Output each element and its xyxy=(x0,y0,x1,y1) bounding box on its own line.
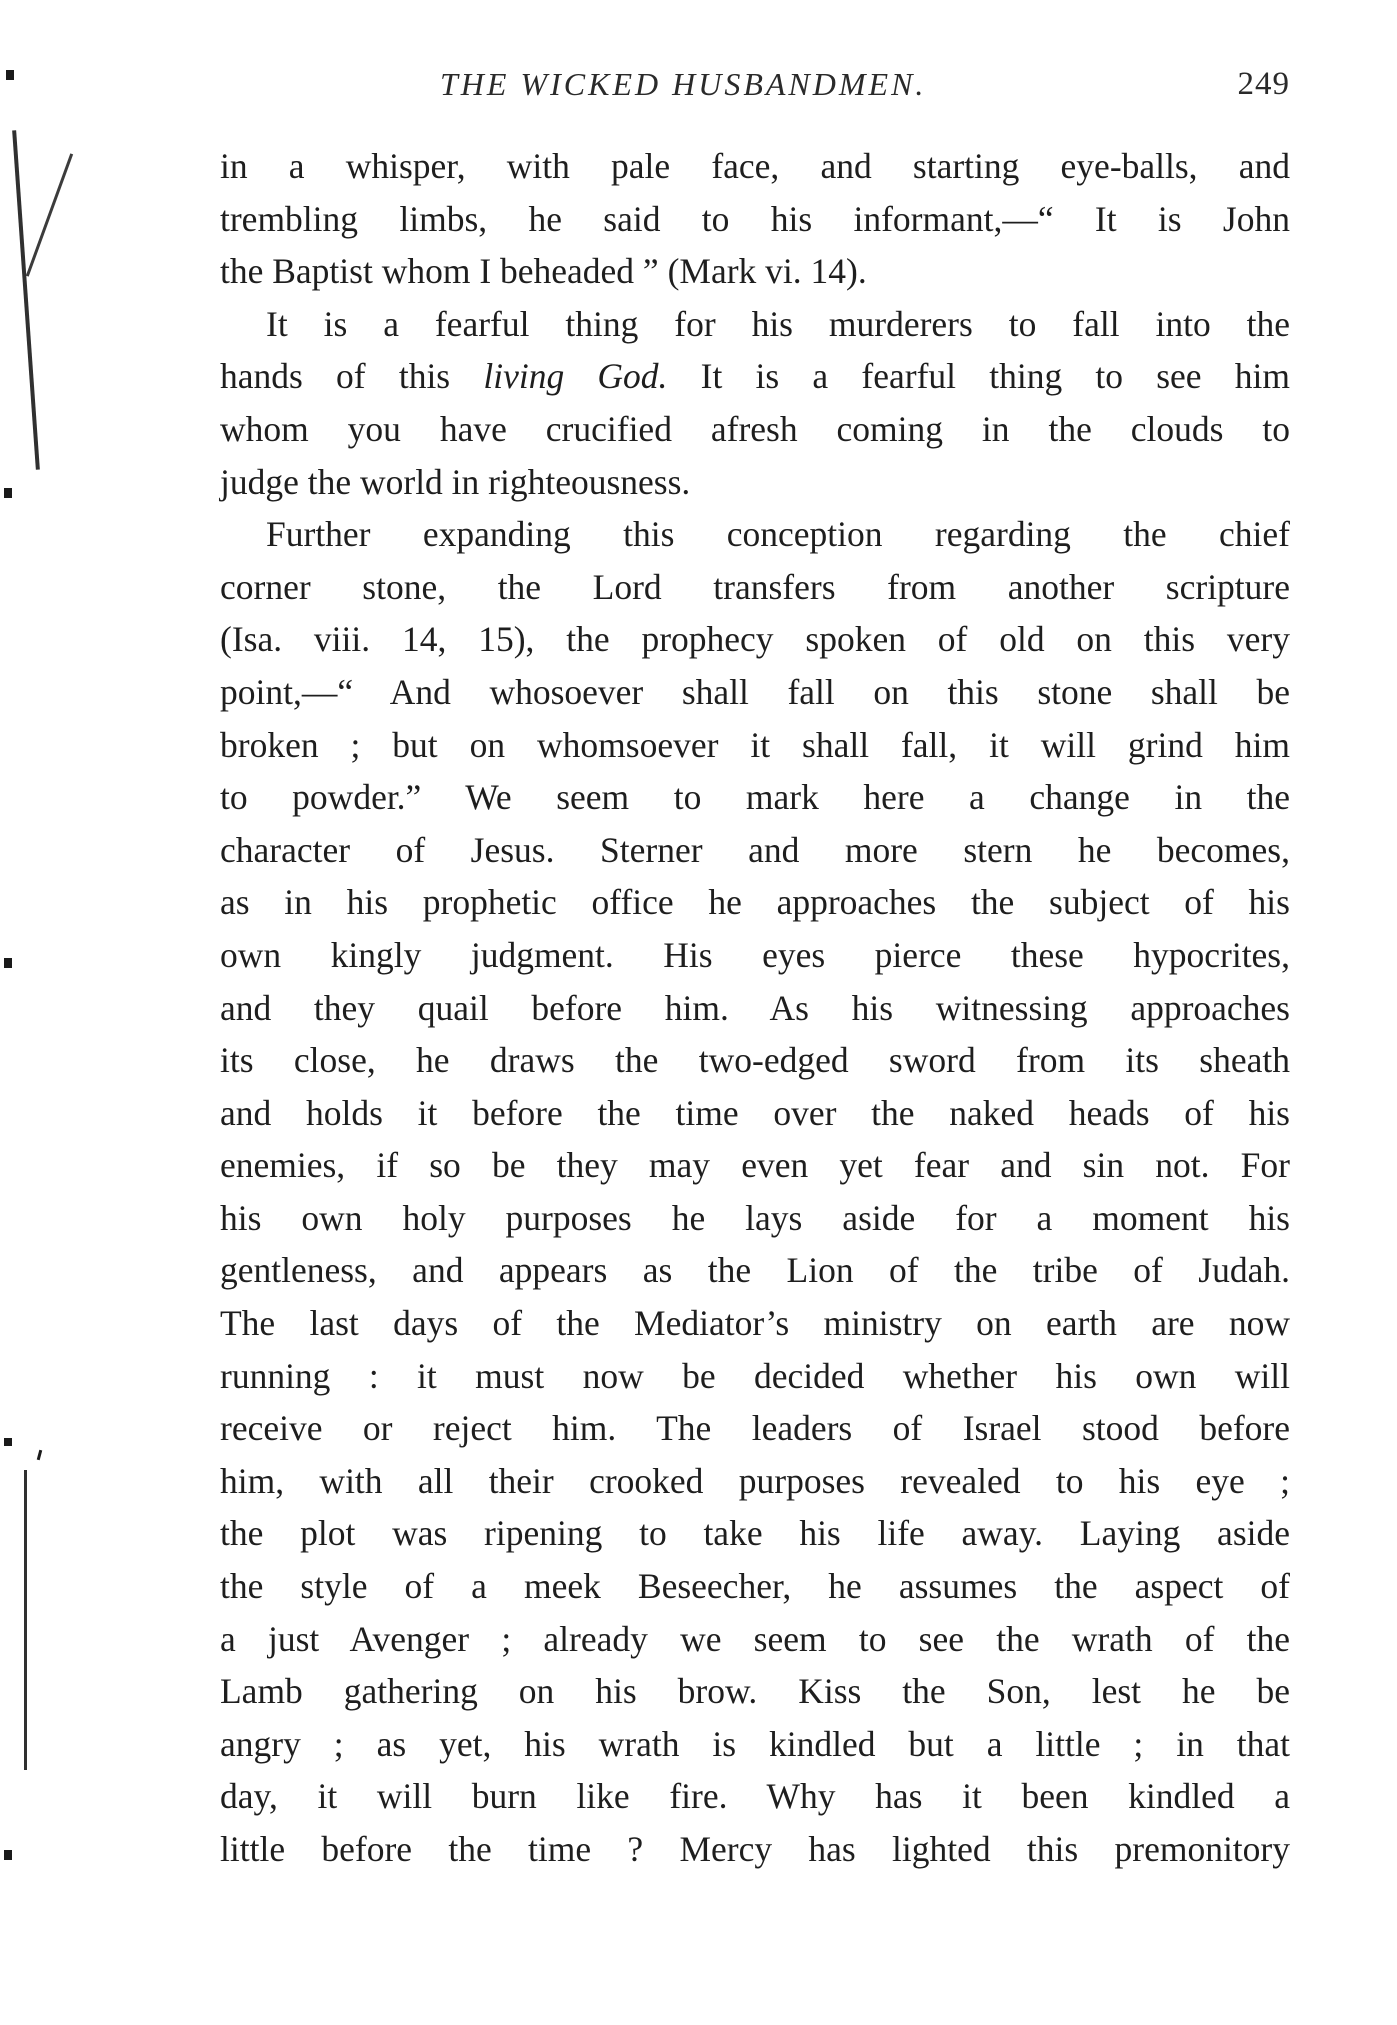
text-line xyxy=(220,1823,1290,1876)
text-run: trembling limbs, he said to his informant,—“ It is John xyxy=(220,198,1290,239)
text-line xyxy=(220,1402,1290,1455)
text-run: the Baptist whom I beheaded ” (Mark vi. 14). xyxy=(220,251,867,292)
text-run: to powder.” We seem to mark here a change in the xyxy=(220,777,1290,818)
text-line xyxy=(220,350,1290,403)
text-line xyxy=(220,1718,1290,1771)
text-run: Further expanding this conception regarding the chief xyxy=(266,514,1290,555)
text-line xyxy=(220,1507,1290,1560)
text-run: receive or reject him. The leaders of Israel stood before xyxy=(220,1408,1290,1449)
text-line xyxy=(220,193,1290,246)
margin-dot xyxy=(4,1438,12,1446)
running-title: THE WICKED HUSBANDMEN. xyxy=(440,66,927,102)
scan-margin-marks xyxy=(0,0,110,2025)
text-run: little before the time ? Mercy has lighted this premonitory xyxy=(220,1829,1290,1869)
text-run: point,—“ And whosoever shall fall on this stone shall be xyxy=(220,671,1290,712)
margin-dot xyxy=(4,958,12,968)
text-line xyxy=(220,1192,1290,1245)
text-run: (Isa. viii. 14, 15), the prophecy spoken of old on this very xyxy=(220,619,1290,660)
text-line xyxy=(220,1350,1290,1403)
text-run: whom you have crucified afresh coming in the clouds to xyxy=(220,408,1290,449)
text-line xyxy=(220,298,1290,351)
text-run: in a whisper, with pale face, and starting eye-balls, and xyxy=(220,146,1290,186)
text-line xyxy=(220,403,1290,456)
margin-dot xyxy=(6,70,14,80)
text-line xyxy=(220,508,1290,561)
text-run: broken ; but on whomsoever it shall fall, it will grind him xyxy=(220,724,1290,765)
text-line xyxy=(220,561,1290,614)
margin-stroke xyxy=(24,1470,27,1770)
text-run: and they quail before him. As his witnessing approaches xyxy=(220,987,1290,1028)
margin-dot xyxy=(4,1850,12,1860)
text-run: him, with all their crooked purposes revealed to his eye ; xyxy=(220,1460,1290,1501)
text-line xyxy=(220,1770,1290,1823)
text-line xyxy=(220,1665,1290,1718)
margin-stroke xyxy=(26,153,73,276)
text-run: a just Avenger ; already we seem to see the wrath of the xyxy=(220,1618,1290,1659)
text-run: the style of a meek Beseecher, he assumes the aspect of xyxy=(220,1566,1290,1607)
text-run: character of Jesus. Sterner and more stern he becomes, xyxy=(220,829,1290,870)
text-run: It is a fearful thing for his murderers to fall into the xyxy=(266,303,1290,344)
text-line xyxy=(220,613,1290,666)
margin-stroke xyxy=(37,1450,42,1460)
text-run: the plot was ripening to take his life away. Laying aside xyxy=(220,1513,1290,1554)
italic-phrase: living God. xyxy=(483,356,668,397)
text-line xyxy=(220,245,1290,298)
text-line xyxy=(220,1244,1290,1297)
body-text xyxy=(220,140,1290,1876)
text-line xyxy=(220,771,1290,824)
text-run: running : it must now be decided whether his own will xyxy=(220,1355,1290,1396)
running-head xyxy=(220,66,1290,114)
text-run: and holds it before the time over the naked heads of his xyxy=(220,1092,1290,1133)
text-run: corner stone, the Lord transfers from another scripture xyxy=(220,566,1290,607)
text-run: hands of this xyxy=(220,356,484,397)
text-run: as in his prophetic office he approaches the subject of his xyxy=(220,882,1290,923)
margin-stroke xyxy=(12,130,40,469)
text-line xyxy=(220,876,1290,929)
text-run: day, it will burn like fire. Why has it been kindled a xyxy=(220,1776,1290,1817)
text-run: It is a fearful thing to see him xyxy=(667,356,1291,397)
text-run: The last days of the Mediator’s ministry on earth are now xyxy=(220,1303,1290,1344)
text-line xyxy=(220,1297,1290,1350)
text-run: his own holy purposes he lays aside for a moment his xyxy=(220,1197,1290,1238)
text-line xyxy=(220,1455,1290,1508)
text-line xyxy=(220,982,1290,1035)
text-run: its close, he draws the two-edged sword from its sheath xyxy=(220,1040,1290,1081)
text-run: judge the world in righteousness. xyxy=(220,461,691,502)
text-run: gentleness, and appears as the Lion of the tribe of Judah. xyxy=(220,1250,1290,1291)
text-line xyxy=(220,1087,1290,1140)
margin-dot xyxy=(4,488,12,498)
text-line xyxy=(220,456,1290,509)
text-run: own kingly judgment. His eyes pierce these hypocrites, xyxy=(220,934,1290,975)
text-line xyxy=(220,140,1290,193)
text-line xyxy=(220,1034,1290,1087)
text-line xyxy=(220,929,1290,982)
text-line xyxy=(220,1613,1290,1666)
text-line xyxy=(220,1139,1290,1192)
text-line xyxy=(220,666,1290,719)
text-run: angry ; as yet, his wrath is kindled but a little ; in that xyxy=(220,1723,1290,1764)
text-line xyxy=(220,824,1290,877)
text-line xyxy=(220,1560,1290,1613)
text-run: Lamb gathering on his brow. Kiss the Son, lest he be xyxy=(220,1671,1290,1712)
text-run: enemies, if so be they may even yet fear and sin not. For xyxy=(220,1145,1290,1186)
page-number: 249 xyxy=(1237,66,1290,102)
text-line xyxy=(220,719,1290,772)
